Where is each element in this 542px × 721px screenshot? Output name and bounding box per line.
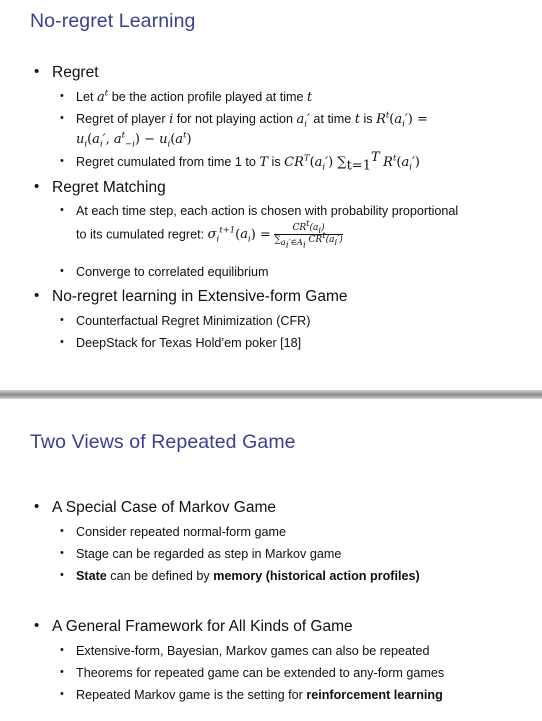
regret-fraction: $\frac{CR^t(a_i)}{\sum_{a_i'\in A_i} CR^t(a_i')}$ — [274, 219, 343, 251]
item-text: Let $a^t$ be the action profile played at time t — [76, 88, 313, 105]
item-text: Stage can be regarded as step in Markov game — [76, 547, 342, 561]
slide-title: No-regret Learning — [30, 10, 196, 32]
section-heading: Regret Matching — [52, 179, 166, 196]
bullet-icon: • — [60, 314, 64, 326]
item-text: Extensive-form, Bayesian, Markov games can also be repeated — [76, 644, 430, 658]
item-text: Regret cumulated from time 1 to T is $CR^T(a_i')$ $\sum_{t=1}^T$ $R^t(a_i')$ — [76, 149, 420, 174]
item-text: DeepStack for Texas Hold’em poker [18] — [76, 336, 302, 350]
item-text: Consider repeated normal-form game — [76, 525, 286, 539]
section-heading: A General Framework for All Kinds of Game — [52, 618, 353, 635]
item-text: Converge to correlated equilibrium — [76, 265, 269, 279]
item-text: Counterfactual Regret Minimization (CFR) — [76, 314, 311, 328]
item-text: State can be defined by memory (historical action profiles) — [76, 569, 420, 583]
bullet-icon: • — [34, 63, 40, 80]
bullet-icon: • — [60, 525, 64, 537]
bullet-icon: • — [34, 178, 40, 195]
section-heading: A Special Case of Markov Game — [52, 499, 276, 516]
bullet-icon: • — [60, 112, 64, 124]
bullet-icon: • — [60, 336, 64, 348]
item-text: Theorems for repeated game can be extended to any-form games — [76, 666, 445, 680]
bullet-icon: • — [60, 265, 64, 277]
bullet-icon: • — [60, 204, 64, 216]
slide-divider — [0, 390, 542, 399]
item-text: $u_i(a_i'$, $a^t_{-i}) - u_i(a^t)$ — [76, 130, 192, 150]
bullet-icon: • — [34, 498, 40, 515]
item-text: to its cumulated regret: $\sigma_i^{t+1}(a_i)$ = $\frac{CR^t(a_i)}{\sum_{a_i'\in A_i} CR^t(a_i')}$ — [76, 219, 343, 251]
slide-title: Two Views of Repeated Game — [30, 431, 296, 453]
item-text: Regret of player i for not playing action $a_i'$ at time t is $R^t(a_i')$ = — [76, 110, 428, 130]
bullet-icon: • — [60, 90, 64, 102]
bullet-icon: • — [34, 287, 40, 304]
bullet-icon: • — [60, 569, 64, 581]
slide-two-views-repeated-game — [0, 399, 542, 721]
item-text: At each time step, each action is chosen with probability proportional — [76, 204, 459, 218]
bullet-icon: • — [60, 666, 64, 678]
section-heading: Regret — [52, 64, 99, 81]
bullet-icon: • — [60, 547, 64, 559]
bullet-icon: • — [60, 688, 64, 700]
bullet-icon: • — [34, 617, 40, 634]
section-heading: No-regret learning in Extensive-form Game — [52, 288, 348, 305]
item-text: Repeated Markov game is the setting for reinforcement learning — [76, 688, 443, 702]
bullet-icon: • — [60, 644, 64, 656]
bullet-icon: • — [60, 155, 64, 167]
